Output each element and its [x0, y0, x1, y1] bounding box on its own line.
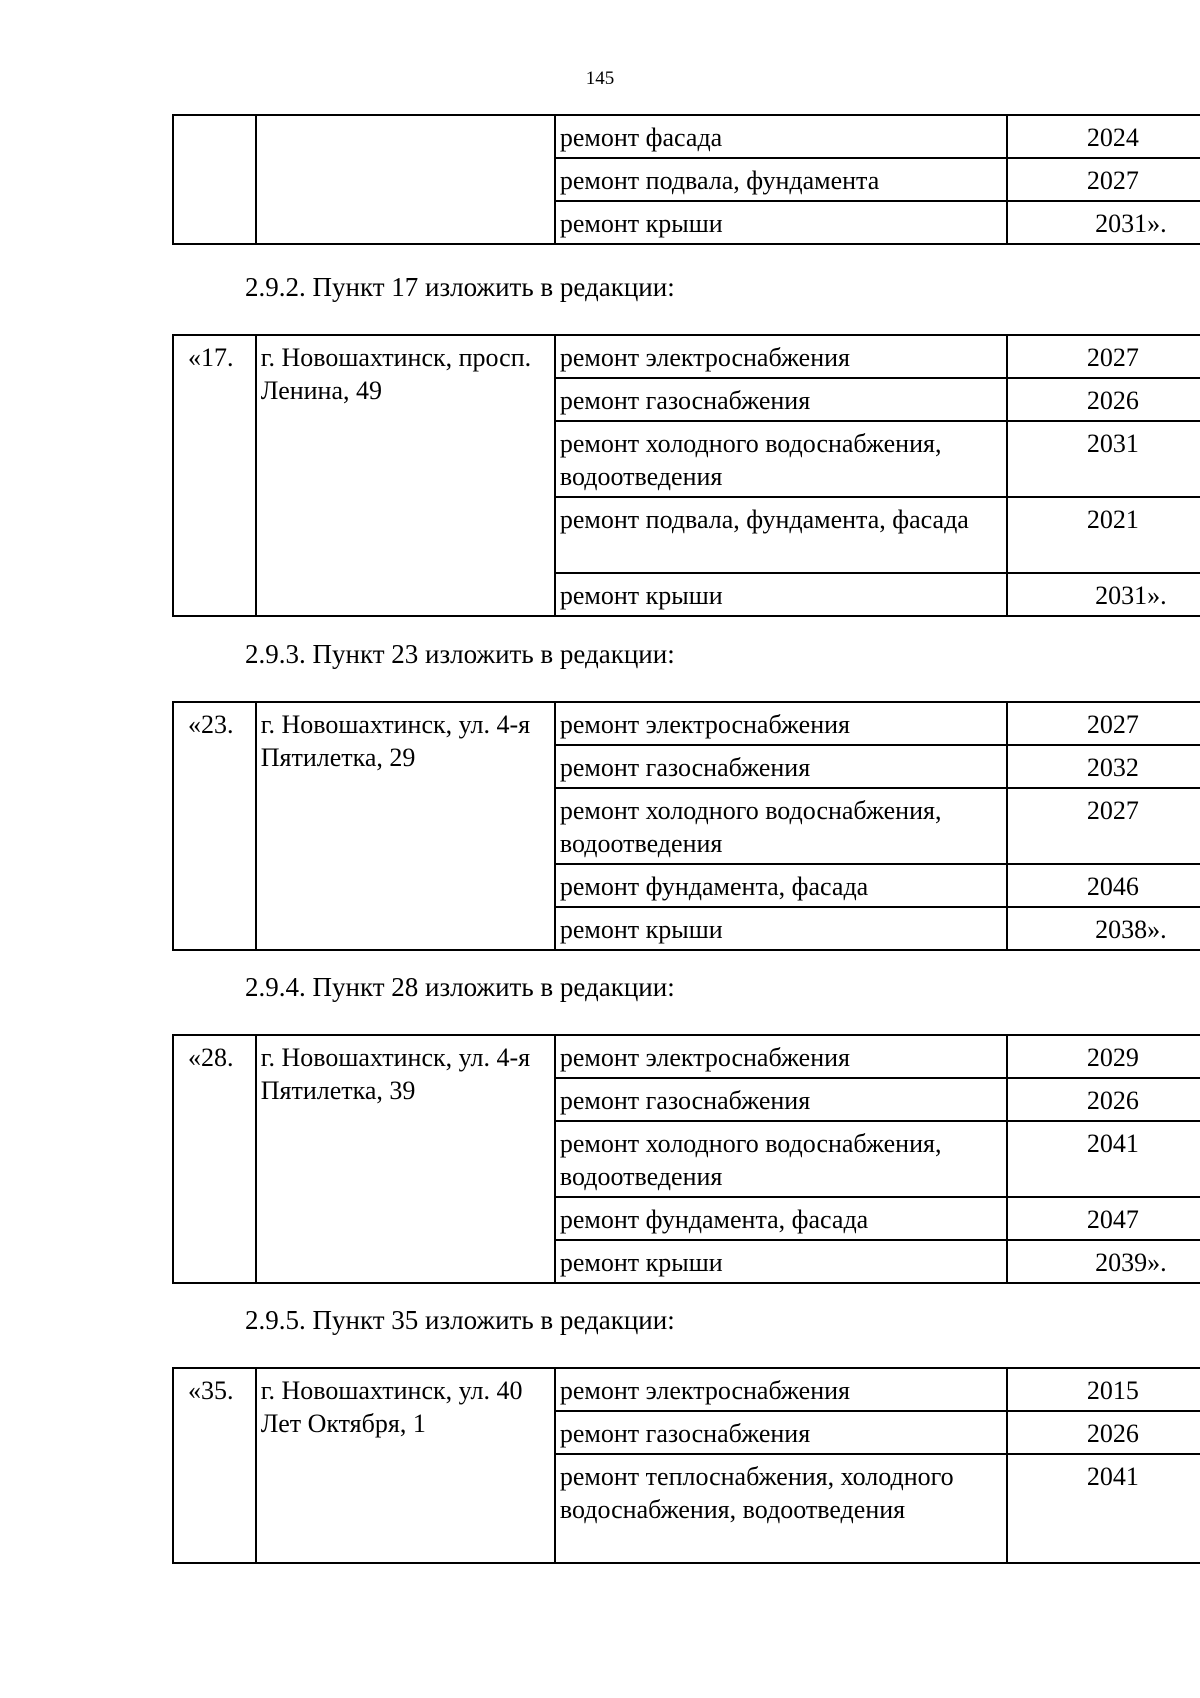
work-cell: ремонт холодного водоснабжения, водоотведения	[555, 788, 1007, 864]
section-heading: 2.9.5. Пункт 35 изложить в редакции:	[245, 1305, 675, 1335]
item-table	[172, 334, 1200, 617]
year-value: 2038».	[1095, 915, 1167, 944]
year-value: 2027	[1086, 166, 1139, 195]
continuation-table	[172, 114, 1200, 245]
work-cell: ремонт холодного водоснабжения, водоотведения	[555, 421, 1007, 497]
year-cell	[1007, 335, 1200, 378]
item-table	[172, 1034, 1200, 1284]
year-cell	[1007, 497, 1200, 573]
address-cell	[256, 115, 555, 244]
item-table	[172, 701, 1200, 951]
year-cell	[1007, 115, 1200, 158]
section-heading: 2.9.3. Пункт 23 изложить в редакции:	[245, 639, 675, 669]
year-value: 2031».	[1095, 581, 1167, 610]
table-row	[173, 115, 1200, 158]
work-cell: ремонт газоснабжения	[555, 1078, 1007, 1121]
address-cell: г. Новошахтинск, ул. 4-я Пятилетка, 39	[256, 1035, 555, 1283]
year-value: 2031	[1086, 429, 1139, 458]
year-cell	[1007, 1078, 1200, 1121]
table-row	[173, 1368, 1200, 1411]
year-value: 2021	[1086, 505, 1139, 534]
year-cell	[1007, 788, 1200, 864]
work-cell: ремонт подвала, фундамента, фасада	[555, 497, 1007, 573]
year-value: 2029	[1086, 1043, 1139, 1072]
work-cell: ремонт крыши	[555, 201, 1007, 244]
year-value: 2015	[1086, 1376, 1139, 1405]
work-cell: ремонт подвала, фундамента	[555, 158, 1007, 201]
item-table	[172, 1367, 1200, 1564]
work-cell: ремонт крыши	[555, 907, 1007, 950]
year-cell	[1007, 1368, 1200, 1411]
year-value: 2027	[1086, 710, 1139, 739]
year-value: 2032	[1086, 753, 1139, 782]
item-number-cell: «28.	[173, 1035, 256, 1283]
year-cell	[1007, 745, 1200, 788]
address-cell: г. Новошахтинск, ул. 40 Лет Октября, 1	[256, 1368, 555, 1563]
item-number-cell: «17.	[173, 335, 256, 616]
year-cell	[1007, 573, 1200, 616]
year-value: 2026	[1086, 1086, 1139, 1115]
work-cell: ремонт газоснабжения	[555, 745, 1007, 788]
work-cell: ремонт газоснабжения	[555, 1411, 1007, 1454]
year-cell	[1007, 158, 1200, 201]
year-value: 2026	[1086, 1419, 1139, 1448]
work-cell: ремонт крыши	[555, 1240, 1007, 1283]
year-cell	[1007, 421, 1200, 497]
year-value: 2041	[1086, 1462, 1139, 1491]
year-cell	[1007, 1240, 1200, 1283]
work-cell: ремонт фасада	[555, 115, 1007, 158]
year-cell	[1007, 907, 1200, 950]
table-row	[173, 1035, 1200, 1078]
year-value: 2026	[1086, 386, 1139, 415]
year-value: 2046	[1086, 872, 1139, 901]
year-cell	[1007, 1197, 1200, 1240]
year-value: 2027	[1086, 343, 1139, 372]
table-row	[173, 335, 1200, 378]
year-value: 2024	[1086, 123, 1139, 152]
item-number-cell: «35.	[173, 1368, 256, 1563]
page-number: 145	[585, 68, 615, 89]
work-cell: ремонт электроснабжения	[555, 1035, 1007, 1078]
year-value: 2027	[1086, 796, 1139, 825]
year-value: 2047	[1086, 1205, 1139, 1234]
year-cell	[1007, 1411, 1200, 1454]
address-cell: г. Новошахтинск, просп. Ленина, 49	[256, 335, 555, 616]
address-cell: г. Новошахтинск, ул. 4-я Пятилетка, 29	[256, 702, 555, 950]
year-value: 2041	[1086, 1129, 1139, 1158]
year-cell	[1007, 378, 1200, 421]
year-cell	[1007, 201, 1200, 244]
year-cell	[1007, 1035, 1200, 1078]
year-cell	[1007, 1121, 1200, 1197]
work-cell: ремонт фундамента, фасада	[555, 864, 1007, 907]
item-number-cell	[173, 115, 256, 244]
year-cell	[1007, 702, 1200, 745]
work-cell: ремонт фундамента, фасада	[555, 1197, 1007, 1240]
year-cell	[1007, 1454, 1200, 1563]
section-heading: 2.9.2. Пункт 17 изложить в редакции:	[245, 272, 675, 302]
year-value: 2031».	[1095, 209, 1167, 238]
work-cell: ремонт газоснабжения	[555, 378, 1007, 421]
work-cell: ремонт крыши	[555, 573, 1007, 616]
year-value: 2039».	[1095, 1248, 1167, 1277]
work-cell: ремонт электроснабжения	[555, 1368, 1007, 1411]
year-cell	[1007, 864, 1200, 907]
work-cell: ремонт электроснабжения	[555, 702, 1007, 745]
work-cell: ремонт холодного водоснабжения, водоотведения	[555, 1121, 1007, 1197]
section-heading: 2.9.4. Пункт 28 изложить в редакции:	[245, 972, 675, 1002]
work-cell: ремонт электроснабжения	[555, 335, 1007, 378]
work-cell: ремонт теплоснабжения, холодного водоснабжения, водоотведения	[555, 1454, 1007, 1563]
table-row	[173, 702, 1200, 745]
item-number-cell: «23.	[173, 702, 256, 950]
